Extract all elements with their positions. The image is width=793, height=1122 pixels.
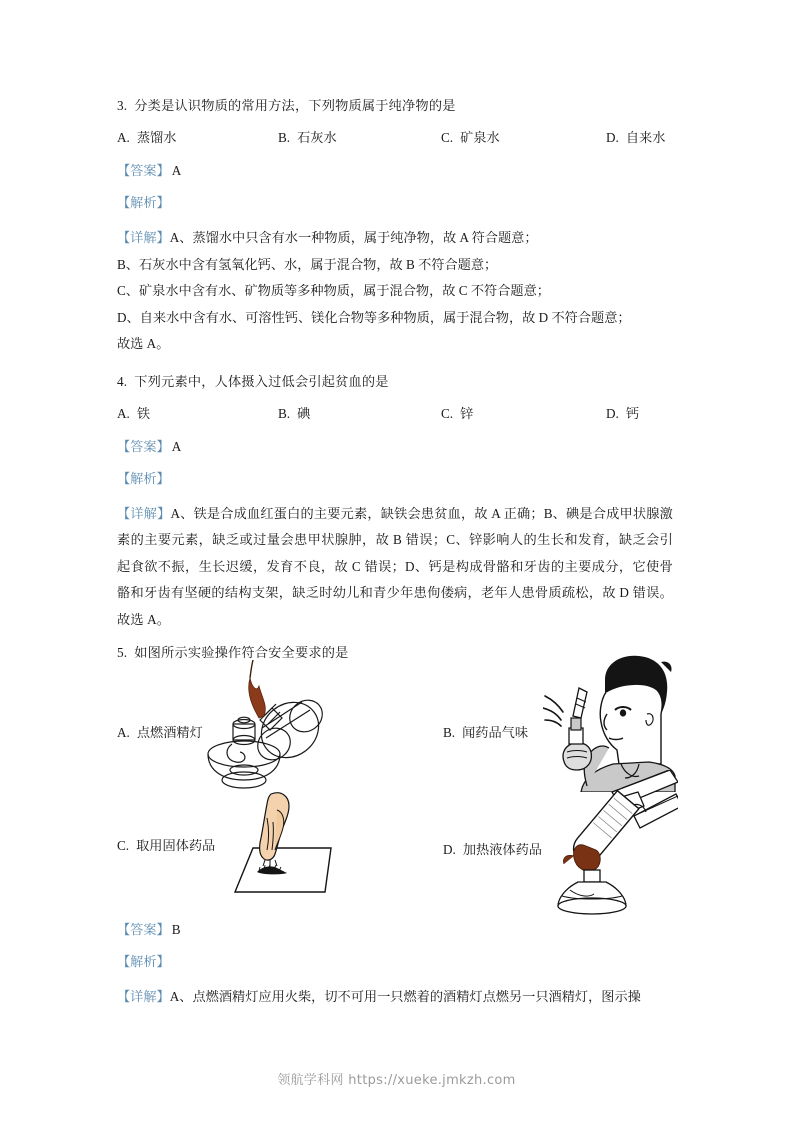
option-text: 自来水	[625, 130, 666, 145]
detail-text: A、点燃酒精灯应用火柴，切不可用一只燃着的酒精灯点燃另一只酒精灯，图示操	[169, 989, 641, 1004]
option-a-label	[117, 723, 203, 742]
answer-label: 【答案】	[117, 438, 170, 454]
answer-value: A	[171, 438, 182, 454]
question-3-detail-line-1	[117, 225, 673, 252]
option-text: 钙	[625, 405, 640, 421]
analysis-label: 【解析】	[117, 954, 170, 969]
question-3-options	[117, 128, 673, 147]
document-content	[117, 96, 673, 1011]
question-3-option-d[interactable]	[606, 128, 665, 147]
question-4-stem	[117, 372, 673, 391]
option-b-label	[443, 723, 528, 742]
option-text: 矿泉水	[460, 130, 500, 145]
option-label: C.	[117, 838, 130, 853]
option-c-label	[117, 836, 215, 855]
option-text: 石灰水	[297, 130, 337, 145]
question-3-answer-line	[117, 161, 673, 180]
question-3-detail-line-3: C、矿泉水中含有水、矿物质等多种物质，属于混合物，故 C 不符合题意；	[117, 283, 550, 298]
option-label: B.	[443, 725, 456, 740]
answer-value: A	[171, 163, 182, 178]
answer-label: 【答案】	[117, 922, 170, 937]
question-5-answer-line	[117, 920, 673, 939]
detail-label: 【详解】	[117, 230, 170, 245]
question-5-option-c[interactable]	[117, 798, 395, 922]
option-text: 铁	[136, 405, 151, 421]
question-3-stem-text: 分类是认识物质的常用方法，下列物质属于纯净物的是	[134, 98, 456, 113]
question-3-detail-line-5: 故选 A。	[117, 336, 170, 351]
answer-label: 【答案】	[117, 163, 170, 178]
question-5-stem-text: 如图所示实验操作符合安全要求的是	[134, 645, 349, 660]
heating-test-tube-icon	[538, 770, 678, 920]
option-label: C.	[441, 405, 454, 421]
option-text: 蒸馏水	[136, 130, 177, 145]
option-text: 加热液体药品	[462, 842, 542, 857]
option-label: A.	[117, 405, 130, 421]
detail-text: A、蒸馏水中只含有水一种物质，属于纯净物，故 A 符合题意；	[169, 230, 538, 245]
question-block-4	[117, 372, 673, 634]
option-label: A.	[117, 725, 130, 740]
question-4-option-c[interactable]	[441, 404, 473, 423]
detail-label: 【详解】	[117, 989, 170, 1004]
answer-value: B	[171, 922, 181, 937]
option-label: D.	[606, 130, 619, 145]
option-label: D.	[606, 405, 619, 421]
question-3-option-b[interactable]	[278, 128, 337, 147]
solid-reagent-on-paper-icon	[227, 788, 357, 908]
question-3-option-a[interactable]	[117, 128, 176, 147]
question-4-analysis-line	[117, 469, 673, 488]
option-label: C.	[441, 130, 454, 145]
question-5-detail-line-1	[117, 984, 673, 1011]
question-block-5	[117, 643, 673, 1011]
analysis-label: 【解析】	[117, 470, 170, 486]
option-label: D.	[443, 842, 456, 857]
question-4-option-d[interactable]	[606, 404, 639, 423]
question-5-option-d[interactable]	[443, 792, 721, 916]
option-label: B.	[278, 130, 291, 145]
question-5-figure-grid	[117, 668, 673, 916]
option-text: 碘	[297, 405, 311, 421]
detail-label: 【详解】	[117, 505, 171, 521]
option-text: 闻药品气味	[462, 725, 529, 740]
question-4-option-b[interactable]	[278, 404, 310, 423]
question-4-options	[117, 404, 673, 423]
question-4-number: 4.	[117, 373, 128, 389]
detail-text: A、铁是合成血红蛋白的主要元素，缺铁会患贫血，故 A 正确；B、碘是合成甲状腺激素的主要元素，缺乏或过量会患甲状腺肿，故 B 错误；C、锌影响人的生长和发育，缺乏会引起食欲不振，生长迟缓，发育不良，故 C 错误；D、钙是构成骨骼和牙齿的主要成分，它使骨骼和牙齿有坚硬的结构支架，缺乏时幼儿和青少年患佝偻病，老年人患骨质疏松，故 D 错误。故选 A。	[117, 505, 673, 627]
question-3-stem	[117, 96, 673, 115]
page-footer-watermark: 领航学科网 https://xueke.jmkzh.com	[277, 1073, 516, 1088]
question-3-detail-line-4: D、自来水中含有水、可溶性钙、镁化合物等多种物质，属于混合物，故 D 不符合题意；	[117, 309, 631, 325]
question-3-detail-line-2: B、石灰水中含有氢氧化钙、水，属于混合物，故 B 不符合题意；	[117, 256, 498, 272]
lighting-alcohol-lamp-icon	[202, 658, 332, 798]
option-text: 点燃酒精灯	[136, 725, 203, 740]
question-4-detail-paragraph	[117, 501, 673, 634]
question-4-option-a[interactable]	[117, 404, 150, 423]
question-block-3	[117, 96, 673, 358]
question-3-option-c[interactable]	[441, 128, 500, 147]
question-3-number: 3.	[117, 98, 128, 113]
option-d-label	[443, 840, 542, 859]
question-4-answer-line	[117, 437, 673, 456]
question-3-analysis-line	[117, 193, 673, 212]
analysis-label: 【解析】	[117, 195, 170, 210]
option-label: B.	[278, 405, 291, 421]
question-5-number: 5.	[117, 645, 128, 660]
question-5-analysis-line	[117, 952, 673, 971]
option-label: A.	[117, 130, 130, 145]
question-5-option-a[interactable]	[117, 668, 395, 792]
question-4-stem-text: 下列元素中，人体摄入过低会引起贫血的是	[134, 373, 389, 389]
option-text: 锌	[460, 405, 474, 421]
option-text: 取用固体药品	[136, 838, 216, 853]
